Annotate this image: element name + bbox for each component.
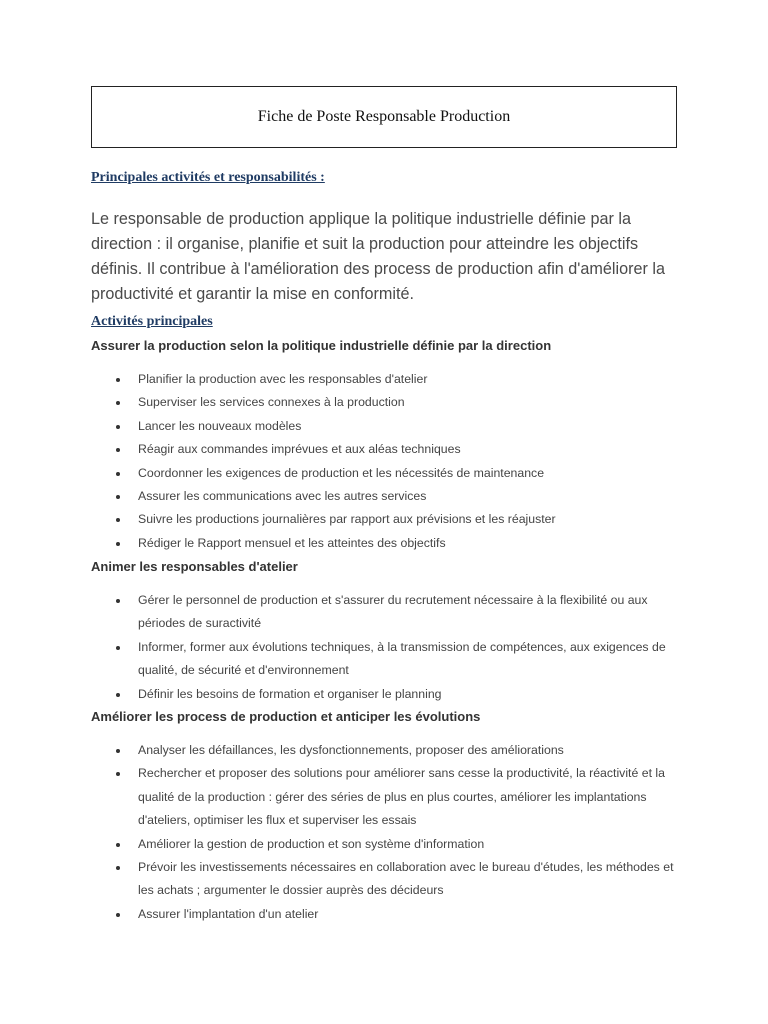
list-item: Définir les besoins de formation et organiser le planning: [0, 683, 768, 706]
bullet-icon: [116, 646, 120, 650]
bullet-list-ameliorer: [0, 739, 768, 926]
bullet-icon: [116, 913, 120, 917]
document-title-box: [91, 86, 677, 148]
list-item: Assurer les communications avec les autres services: [0, 485, 768, 508]
bullet-list-animer: [0, 589, 768, 706]
bullet-icon: [116, 599, 120, 603]
bullet-list-production: [0, 368, 768, 555]
list-item: Rédiger le Rapport mensuel et les atteintes des objectifs: [0, 532, 768, 555]
list-item: Planifier la production avec les responsables d'atelier: [0, 368, 768, 391]
bullet-icon: [116, 772, 120, 776]
main-section-heading: Principales activités et responsabilités :: [91, 170, 325, 185]
list-item: Superviser les services connexes à la production: [0, 391, 768, 414]
list-item: Coordonner les exigences de production et les nécessités de maintenance: [0, 462, 768, 485]
activities-heading: Activités principales: [91, 314, 213, 329]
list-item: Suivre les productions journalières par rapport aux prévisions et les réajuster: [0, 508, 768, 531]
list-item: Gérer le personnel de production et s'assurer du recrutement nécessaire à la flexibilité ou aux périodes de suractivité: [0, 589, 768, 636]
list-item: Analyser les défaillances, les dysfonctionnements, proposer des améliorations: [0, 739, 768, 762]
group-heading-ameliorer: Améliorer les process de production et anticiper les évolutions: [91, 709, 481, 724]
document-title: Fiche de Poste Responsable Production: [257, 108, 511, 125]
list-item: Lancer les nouveaux modèles: [0, 415, 768, 438]
bullet-icon: [116, 448, 120, 452]
list-item: Prévoir les investissements nécessaires en collaboration avec le bureau d'études, les méthodes et les achats ; argumenter le dossier auprès des décideurs: [0, 856, 768, 903]
bullet-icon: [116, 518, 120, 522]
bullet-icon: [116, 693, 120, 697]
bullet-icon: [116, 843, 120, 847]
list-item: Rechercher et proposer des solutions pour améliorer sans cesse la productivité, la réactivité et la qualité de la production : gérer des séries de plus en plus courtes, améliorer les implantations d'ateliers, optimiser les flux et superviser les essais: [0, 762, 768, 832]
bullet-icon: [116, 401, 120, 405]
bullet-icon: [116, 866, 120, 870]
group-heading-animer: Animer les responsables d'atelier: [91, 559, 298, 574]
list-item: Réagir aux commandes imprévues et aux aléas techniques: [0, 438, 768, 461]
list-item: Améliorer la gestion de production et son système d'information: [0, 833, 768, 856]
bullet-icon: [116, 749, 120, 753]
group-heading-production: Assurer la production selon la politique industrielle définie par la direction: [91, 338, 552, 353]
bullet-icon: [116, 495, 120, 499]
bullet-icon: [116, 472, 120, 476]
bullet-icon: [116, 542, 120, 546]
intro-paragraph: Le responsable de production applique la politique industrielle définie par la direction : il organise, planifie et suit la production pour atteindre les objectifs définis. Il contribue à l'amélioration des process de production afin d'améliorer la productivité et garantir la mise en conformité.: [91, 210, 665, 303]
bullet-icon: [116, 378, 120, 382]
list-item: Informer, former aux évolutions techniques, à la transmission de compétences, aux exigences de qualité, de sécurité et d'environnement: [0, 636, 768, 683]
bullet-icon: [116, 425, 120, 429]
list-item: Assurer l'implantation d'un atelier: [0, 903, 768, 926]
